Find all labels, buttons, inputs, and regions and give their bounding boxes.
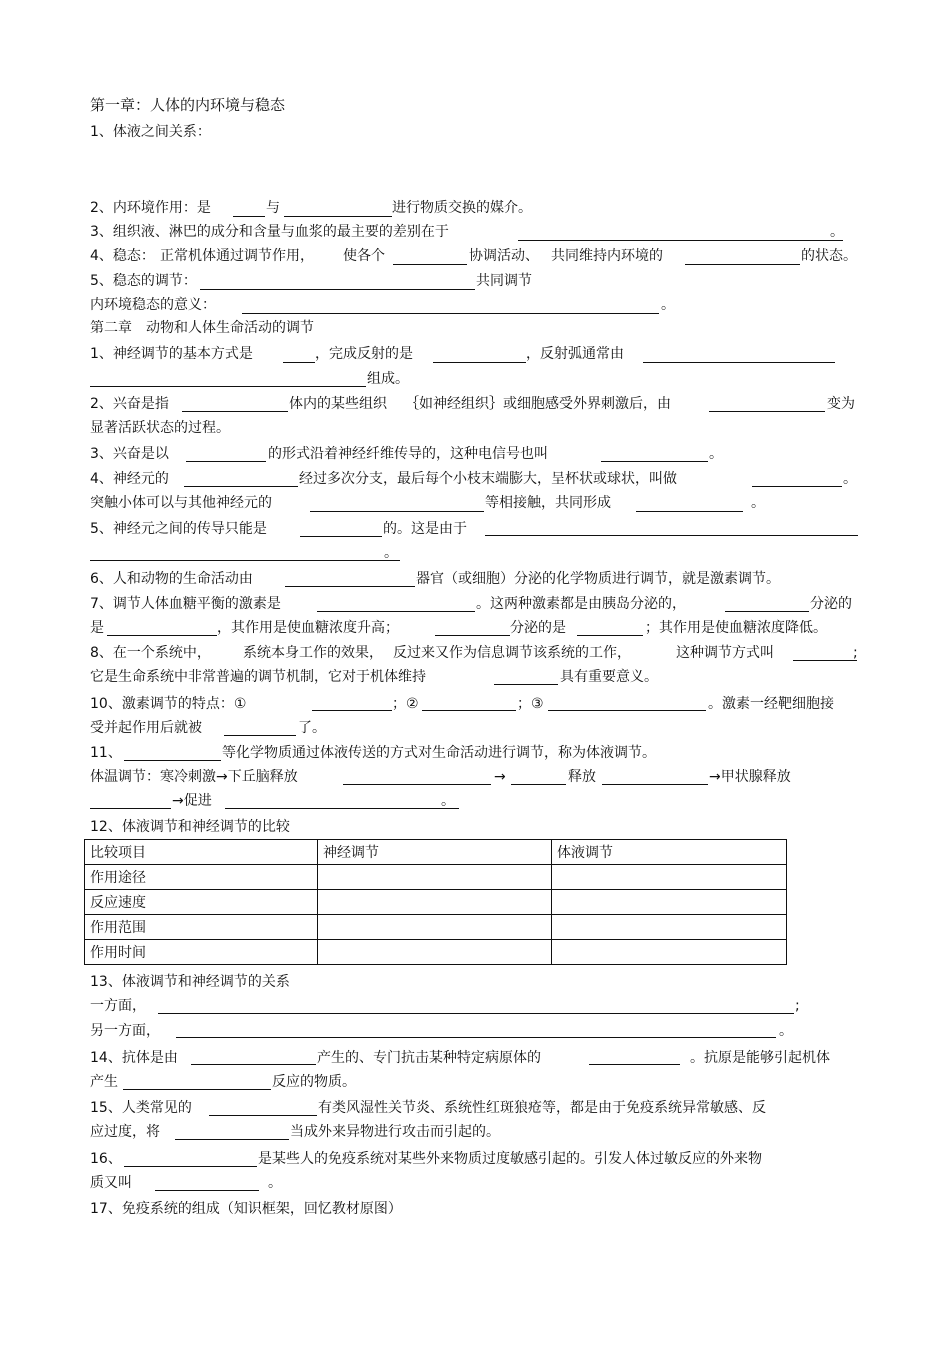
blank[interactable] xyxy=(90,560,400,561)
c2-q14-d: 产生 xyxy=(90,1074,118,1090)
c2-q11-f: →甲状腺释放 xyxy=(709,769,791,785)
c1-q3-b: 。 xyxy=(830,224,844,240)
blank[interactable] xyxy=(343,784,491,785)
c2-q5-b: 的。这是由于 xyxy=(383,521,467,537)
table-cell[interactable] xyxy=(318,865,552,890)
c2-q11-g: →促进 xyxy=(172,793,212,809)
c1-q1: 1、体液之间关系： xyxy=(90,124,211,140)
c1-q4-a: 4、稳态： xyxy=(90,248,155,264)
c2-q6-a: 6、人和动物的生命活动由 xyxy=(90,571,253,587)
c2-q14-c: 。抗原是能够引起机体 xyxy=(690,1050,830,1066)
c2-q3-b: 的形式沿着神经纤维传导的，这种电信号也叫 xyxy=(268,446,548,462)
blank[interactable] xyxy=(225,808,459,809)
table-cell[interactable] xyxy=(552,890,787,915)
blank[interactable] xyxy=(312,710,392,711)
c1-q4-f: 的状态。 xyxy=(801,248,857,264)
blank[interactable] xyxy=(494,684,558,685)
c2-q7-c: 分泌的 xyxy=(810,596,852,612)
c2-q7-b: 。这两种激素都是由胰岛分泌的， xyxy=(476,596,686,612)
c2-q8-g: 具有重要意义。 xyxy=(560,669,658,685)
c2-q1-a: 1、神经调节的基本方式是 xyxy=(90,346,253,362)
c1-q5-c: 内环境稳态的意义： xyxy=(90,297,216,313)
c2-q13-a: 一方面， xyxy=(90,998,146,1014)
c2-q8-c: 反过来又作为信息调节该系统的工作， xyxy=(393,645,631,661)
table-cell[interactable] xyxy=(552,940,787,965)
c1-q4-e: 共同维持内环境的 xyxy=(551,248,663,264)
blank[interactable] xyxy=(709,411,825,412)
c1-q5-d: 。 xyxy=(661,297,675,313)
c1-q4-d: 协调活动、 xyxy=(469,248,539,264)
blank[interactable] xyxy=(123,1089,271,1090)
blank[interactable] xyxy=(209,1115,317,1116)
blank[interactable] xyxy=(107,635,217,636)
c2-q14-a: 14、抗体是由 xyxy=(90,1050,178,1066)
c2-q6-b: 器官（或细胞）分泌的化学物质进行调节，就是激素调节。 xyxy=(416,571,780,587)
c2-q2-e: 显著活跃状态的过程。 xyxy=(90,420,230,436)
blank[interactable] xyxy=(577,635,643,636)
c2-q7-f: 分泌的是 xyxy=(510,620,566,636)
c2-q8-a: 8、在一个系统中， xyxy=(90,645,211,661)
c2-q2-b: 体内的某些组织 xyxy=(289,396,387,412)
c2-q2-a: 2、兴奋是指 xyxy=(90,396,169,412)
blank[interactable] xyxy=(124,1166,257,1167)
c2-q10-f: 了。 xyxy=(298,720,326,736)
chapter2-title: 第二章 动物和人体生命活动的调节 xyxy=(90,320,314,336)
c2-q7-g: ；其作用是使血糖浓度降低。 xyxy=(645,620,827,636)
blank[interactable] xyxy=(511,784,566,785)
table-row xyxy=(85,915,787,940)
c2-q15-c: 应过度，将 xyxy=(90,1124,160,1140)
blank[interactable] xyxy=(283,362,315,363)
c2-q15-a: 15、人类常见的 xyxy=(90,1100,192,1116)
c2-q4-d: 突触小体可以与其他神经元的 xyxy=(90,495,272,511)
c2-q8-f: 它是生命系统中非常普遍的调节机制，它对于机体维持 xyxy=(90,669,426,685)
c2-q17: 17、免疫系统的组成（知识框架，回忆教材原图） xyxy=(90,1201,402,1217)
blank[interactable] xyxy=(643,362,835,363)
blank[interactable] xyxy=(175,1139,289,1140)
blank[interactable] xyxy=(317,611,475,612)
blank[interactable] xyxy=(601,461,708,462)
table-header: 神经调节 xyxy=(318,840,552,865)
c2-q11-e: 释放 xyxy=(568,769,596,785)
blank[interactable] xyxy=(725,611,809,612)
c2-q13: 13、体液调节和神经调节的关系 xyxy=(90,974,290,990)
table-cell[interactable] xyxy=(318,890,552,915)
blank[interactable] xyxy=(284,216,392,217)
blank[interactable] xyxy=(393,264,467,265)
c2-q16-c: 质又叫 xyxy=(90,1175,132,1191)
c2-q5-c: 。 xyxy=(384,545,398,561)
c2-q8-e: ; xyxy=(853,645,858,661)
blank[interactable] xyxy=(518,240,843,241)
table-cell[interactable] xyxy=(552,865,787,890)
blank[interactable] xyxy=(602,784,708,785)
blank[interactable] xyxy=(191,1064,316,1065)
blank[interactable] xyxy=(589,1064,680,1065)
blank[interactable] xyxy=(310,511,484,512)
blank[interactable] xyxy=(685,264,800,265)
table-row-label: 反应速度 xyxy=(85,890,318,915)
blank[interactable] xyxy=(124,760,221,761)
table-header: 体液调节 xyxy=(552,840,787,865)
c2-q2-d: 变为 xyxy=(827,396,855,412)
blank[interactable] xyxy=(433,362,526,363)
c2-q7-d: 是 xyxy=(90,620,104,636)
comparison-table xyxy=(84,839,787,965)
c2-q4-f: 。 xyxy=(751,495,765,511)
c2-q13-c: 另一方面， xyxy=(90,1023,160,1039)
c2-q10-d: 。激素一经靶细胞接 xyxy=(708,696,834,712)
blank[interactable] xyxy=(155,1190,259,1191)
table-row-label: 作用时间 xyxy=(85,940,318,965)
c1-q4-c: 使各个 xyxy=(343,248,385,264)
blank[interactable] xyxy=(90,386,366,387)
c1-q5-a: 5、稳态的调节： xyxy=(90,273,197,289)
c2-q2-c: ｛如神经组织｝或细胞感受外界刺激后，由 xyxy=(405,396,671,412)
table-row xyxy=(85,890,787,915)
table-row-label: 作用范围 xyxy=(85,915,318,940)
table-row xyxy=(85,940,787,965)
blank[interactable] xyxy=(752,486,842,487)
blank[interactable] xyxy=(186,461,266,462)
c2-q4-e: 等相接触，共同形成 xyxy=(485,495,611,511)
blank[interactable] xyxy=(158,1013,794,1014)
blank[interactable] xyxy=(636,511,743,512)
c2-q4-a: 4、神经元的 xyxy=(90,471,169,487)
c2-q3-a: 3、兴奋是以 xyxy=(90,446,169,462)
c2-q12: 12、体液调节和神经调节的比较 xyxy=(90,819,290,835)
c2-q13-d: 。 xyxy=(779,1023,793,1039)
c2-q16-a: 16、 xyxy=(90,1151,122,1167)
blank[interactable] xyxy=(485,535,858,536)
blank[interactable] xyxy=(224,735,296,736)
c2-q3-c: 。 xyxy=(709,446,723,462)
table-header-row xyxy=(85,840,787,865)
c2-q11-d: → xyxy=(494,769,506,785)
c2-q4-b: 经过多次分支，最后每个小枝末端膨大，呈杯状或球状，叫做 xyxy=(299,471,677,487)
blank[interactable] xyxy=(90,808,171,809)
table-row xyxy=(85,865,787,890)
c2-q1-b: ，完成反射的是 xyxy=(315,346,413,362)
c2-q11-h: 。 xyxy=(441,793,455,809)
table-header: 比较项目 xyxy=(85,840,318,865)
c2-q1-d: 组成。 xyxy=(367,371,409,387)
c2-q10-a: 10、激素调节的特点：① xyxy=(90,696,247,712)
blank[interactable] xyxy=(548,710,706,711)
c2-q5-a: 5、神经元之间的传导只能是 xyxy=(90,521,267,537)
blank[interactable] xyxy=(793,660,857,661)
c1-q2-c: 进行物质交换的媒介。 xyxy=(392,200,532,216)
blank[interactable] xyxy=(242,313,659,314)
c2-q1-c: ，反射弧通常由 xyxy=(526,346,624,362)
c2-q15-d: 当成外来异物进行攻击而引起的。 xyxy=(290,1124,500,1140)
c2-q8-b: 系统本身工作的效果， xyxy=(243,645,383,661)
c2-q8-d: 这种调节方式叫 xyxy=(676,645,774,661)
c2-q7-a: 7、调节人体血糖平衡的激素是 xyxy=(90,596,281,612)
chapter1-title: 第一章：人体的内环境与稳态 xyxy=(90,96,286,114)
blank[interactable] xyxy=(184,486,298,487)
c2-q14-b: 产生的、专门抗击某种特定病原体的 xyxy=(317,1050,541,1066)
c2-q14-e: 反应的物质。 xyxy=(272,1074,356,1090)
c2-q10-c: ；③ xyxy=(517,696,544,712)
c2-q13-b: ; xyxy=(795,998,800,1014)
table-cell[interactable] xyxy=(318,940,552,965)
blank[interactable] xyxy=(182,411,288,412)
blank[interactable] xyxy=(435,635,510,636)
blank[interactable] xyxy=(233,216,265,217)
c1-q2-a: 2、内环境作用：是 xyxy=(90,200,211,216)
c2-q11-c: 体温调节：寒冷刺激→下丘脑释放 xyxy=(90,769,298,785)
c1-q3-a: 3、组织液、淋巴的成分和含量与血浆的最主要的差别在于 xyxy=(90,224,449,240)
c2-q16-b: 是某些人的免疫系统对某些外来物质过度敏感引起的。引发人体过敏反应的外来物 xyxy=(258,1151,762,1167)
blank[interactable] xyxy=(300,536,382,537)
c2-q10-b: ；② xyxy=(392,696,419,712)
table-row-label: 作用途径 xyxy=(85,865,318,890)
c2-q4-c: 。 xyxy=(843,471,857,487)
c1-q5-b: 共同调节 xyxy=(476,273,532,289)
blank[interactable] xyxy=(285,586,415,587)
c2-q16-d: 。 xyxy=(268,1175,282,1191)
c2-q15-b: 有类风湿性关节炎、系统性红斑狼疮等，都是由于免疫系统异常敏感、反 xyxy=(318,1100,766,1116)
c2-q11-b: 等化学物质通过体液传送的方式对生命活动进行调节，称为体液调节。 xyxy=(222,745,656,761)
c1-q2-b: 与 xyxy=(266,200,280,216)
c1-q4-b: 正常机体通过调节作用， xyxy=(160,248,314,264)
c2-q7-e: ，其作用是使血糖浓度升高； xyxy=(217,620,399,636)
blank[interactable] xyxy=(176,1037,776,1038)
table-cell[interactable] xyxy=(318,915,552,940)
c2-q11-a: 11、 xyxy=(90,745,122,761)
blank[interactable] xyxy=(200,289,475,290)
blank[interactable] xyxy=(422,710,516,711)
table-cell[interactable] xyxy=(552,915,787,940)
c2-q10-e: 受并起作用后就被 xyxy=(90,720,202,736)
